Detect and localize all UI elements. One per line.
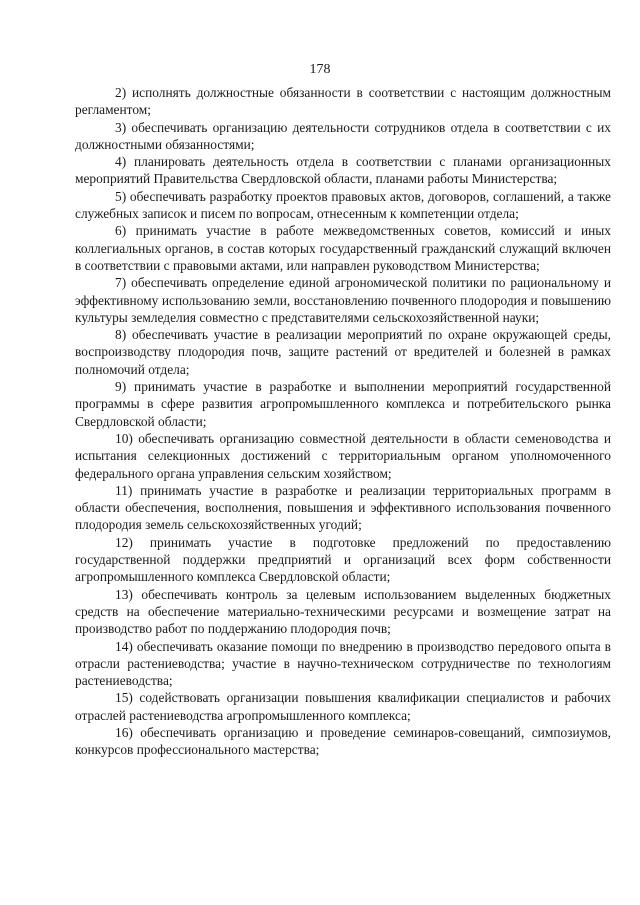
duty-item: 14) обеспечивать оказание помощи по внедрению в производство передового опыта в отрасли растениеводства; участие в научно-техническом сотрудничестве по технологиям растениеводства;: [75, 638, 611, 689]
duty-item: 9) принимать участие в разработке и выполнении мероприятий государственной программы в сфере развития агропромышленного комплекса и потребительского рынка Свердловской области;: [75, 379, 611, 429]
duty-item: 2) исполнять должностные обязанности в соответствии с настоящим должностным регламентом;: [75, 85, 611, 118]
regulation-text: [75, 84, 611, 759]
duty-item: 7) обеспечивать определение единой агрономической политики по рациональному и эффективному использованию земли, восстановлению почвенного плодородия и повышению культуры земледелия совместно с представителями сельскохозяйственной науки;: [75, 275, 611, 325]
duty-item: 12) принимать участие в подготовке предложений по предоставлению государственной поддержки предприятий и организаций всех форм собственности агропромышленного комплекса Свердловской области;: [75, 534, 611, 585]
page-number: 178: [309, 62, 331, 77]
duty-item: 11) принимать участие в разработке и реализации территориальных программ в области обеспечения, восполнения, повышения и эффективного использования почвенного плодородия земель сельскохозяйственных угодий;: [75, 482, 611, 533]
duty-item: 3) обеспечивать организацию деятельности сотрудников отдела в соответствии с их должностными обязанностями;: [75, 119, 611, 152]
duty-item: 4) планировать деятельность отдела в соответствии с планами организационных мероприятий Правительства Свердловской области, планами работы Министерства;: [75, 154, 611, 187]
duty-item: 16) обеспечивать организацию и проведение семинаров-совещаний, симпозиумов, конкурсов профессионального мастерства;: [75, 724, 611, 758]
duty-item: 6) принимать участие в работе межведомственных советов, комиссий и иных коллегиальных органов, в состав которых государственный гражданский служащий включен в соответствии с правовыми актами, или направлен руководством Министерства;: [75, 223, 611, 273]
duty-item: 10) обеспечивать организацию совместной деятельности в области семеноводства и испытания селекционных достижений с территориальным органом уполномоченного федерального органа управления сельским хозяйством;: [75, 430, 611, 481]
duty-item: 5) обеспечивать разработку проектов правовых актов, договоров, соглашений, а также служебных записок и писем по вопросам, отнесенным к компетенции отдела;: [75, 188, 611, 222]
duty-item: 13) обеспечивать контроль за целевым использованием выделенных бюджетных средств на обеспечение материально-техническими ресурсами и возмещение затрат на производство работ по поддержанию плодородия почв;: [75, 586, 611, 637]
duty-item: 15) содействовать организации повышения квалификации специалистов и рабочих отраслей растениеводства агропромышленного комплекса;: [75, 690, 611, 723]
duty-item: 8) обеспечивать участие в реализации мероприятий по охране окружающей среды, воспроизводству плодородия почв, защите растений от вредителей и болезней в рамках полномочий отдела;: [75, 327, 611, 377]
